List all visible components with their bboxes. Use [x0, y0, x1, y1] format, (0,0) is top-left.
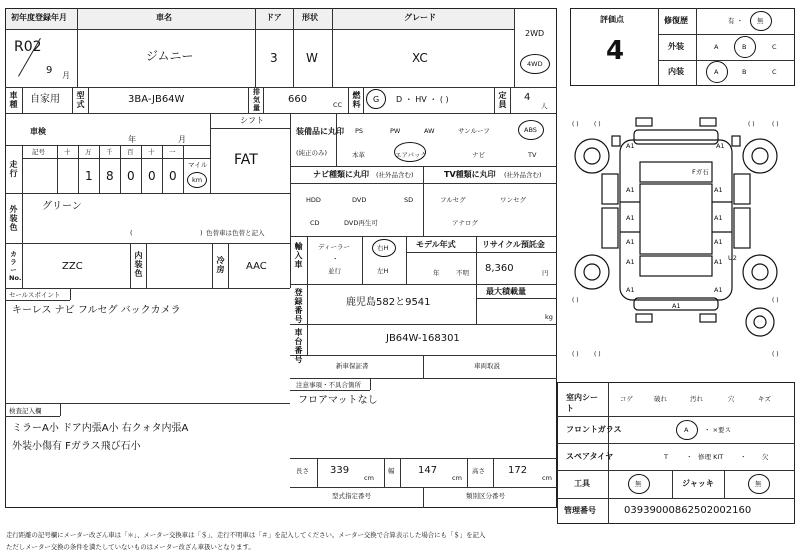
- svg-text:( ): ( ): [772, 121, 779, 128]
- sales-point-label: セールスポイント: [9, 291, 61, 299]
- ext-color-note-close: ): [200, 229, 203, 237]
- digit-label-1: 十: [64, 148, 71, 156]
- designation-label: 型式指定番号: [332, 492, 371, 500]
- shift-value: FAT: [234, 152, 258, 168]
- sales-point-text: キーレス ナビ フルセグ バックカメラ: [12, 305, 181, 316]
- interior-b: B: [742, 68, 747, 76]
- length-value: 339: [330, 465, 350, 476]
- svg-text:( ): ( ): [572, 297, 579, 304]
- equip-pw: PW: [390, 127, 401, 135]
- registration-value: 鹿児島582と9541: [346, 297, 431, 308]
- windshield-label: フロントガラス: [566, 425, 622, 434]
- spare-dot-1: ・: [686, 453, 693, 461]
- spare-t: T: [664, 453, 668, 461]
- mark-2: A1: [716, 142, 725, 150]
- fuel-g: G: [373, 95, 380, 104]
- management-value: 03939000862502002160: [624, 505, 752, 516]
- navi-label: ナビ種類に丸印: [313, 170, 369, 179]
- tv-analog: アナログ: [452, 219, 478, 227]
- height-unit: cm: [542, 474, 552, 482]
- mark-10: A1: [714, 258, 723, 266]
- mileage-digit-4: 0: [127, 169, 135, 183]
- diagram-note: Fガ石: [692, 168, 709, 176]
- fuel-label: 燃料: [352, 91, 361, 109]
- usage-value: 自家用: [30, 94, 60, 105]
- mileage-digit-6: 0: [169, 169, 177, 183]
- ac-label: 冷房: [216, 256, 225, 274]
- jack-label: ジャッキ: [682, 479, 714, 488]
- spare-missing: 欠: [762, 453, 769, 461]
- inspector-line1: ミラーA小 ドア内張A小 右クォタ内張A: [12, 423, 189, 434]
- cc-unit: CC: [333, 101, 343, 109]
- mileage-digit-3: 8: [106, 169, 114, 183]
- interior-label: 内装: [668, 67, 684, 76]
- mark-8: A1: [714, 238, 723, 246]
- usage-label: 車種: [9, 91, 18, 109]
- svg-text:( ): ( ): [772, 297, 779, 304]
- repair-label: 修復歴: [664, 16, 688, 25]
- tv-fullseg: フルセグ: [440, 196, 466, 204]
- max-load-unit: kg: [545, 313, 553, 321]
- tools-label: 工具: [574, 479, 590, 488]
- grade-value: XC: [412, 51, 428, 65]
- mileage-label: 走行: [9, 160, 18, 178]
- equip-leather: 本革: [352, 151, 365, 159]
- tv-oneseg: ワンセグ: [500, 196, 526, 204]
- import-dealer: ディーラー: [318, 243, 350, 251]
- mark-7: A1: [626, 238, 635, 246]
- mark-6: A1: [714, 214, 723, 222]
- equip-navi: ナビ: [472, 151, 485, 159]
- digit-label-2: 万: [85, 148, 92, 156]
- mileage-digit-5: 0: [148, 169, 156, 183]
- tools-value: 無: [635, 480, 642, 488]
- mileage-digit-2: 1: [85, 169, 93, 183]
- recycle-label: リサイクル預託金: [482, 240, 545, 249]
- notes-label: 注意事項・不具合箇所: [296, 381, 361, 389]
- equip-airbag: エアバック: [395, 151, 427, 159]
- tv-label: TV種類に丸印: [444, 170, 496, 179]
- color-no-value: ZZC: [62, 261, 83, 272]
- width-value: 147: [418, 465, 438, 476]
- exterior-b: B: [742, 43, 747, 51]
- length-unit: cm: [364, 474, 374, 482]
- seat-tear: 破れ: [654, 395, 667, 403]
- equipment-label: 装備品に丸印: [296, 127, 344, 136]
- ext-color-note-open: (: [130, 229, 133, 237]
- seat-label: 室内シート: [566, 393, 598, 413]
- equip-aw: AW: [424, 127, 435, 135]
- recycle-value: 8,360: [485, 263, 514, 274]
- equip-sunroof: サンルーフ: [458, 127, 490, 135]
- mark-3: A1: [626, 186, 635, 194]
- color-no-label: カラーNo.: [9, 250, 22, 282]
- digit-label-5: 十: [148, 148, 155, 156]
- navi-hdd: HDD: [306, 196, 321, 204]
- warranty-manual: 車両取説: [474, 362, 500, 370]
- navi-dvd: DVD: [352, 196, 367, 204]
- jack-value: 無: [755, 480, 762, 488]
- category-label: 類別区分番号: [466, 492, 505, 500]
- footer-line1: 走行距離の記号欄にメーター改ざん車は「＊」、メーター交換車は「＄」、走行不明車は「＃」を記入してください。メーター交換で合算表示した場合にも「＄」を記入: [6, 531, 486, 539]
- ext-color-value: グリーン: [42, 201, 82, 212]
- inspector-line2: 外装小傷有 Fガラス飛び石小: [12, 441, 141, 452]
- model-year-unknown: 不明: [456, 269, 469, 277]
- shape-value: W: [306, 51, 318, 65]
- import-parallel: 並行: [328, 267, 341, 275]
- interior-a: A: [714, 68, 719, 76]
- svg-text:( ): ( ): [594, 121, 601, 128]
- repair-value: 有 ・: [728, 17, 744, 25]
- car-name-label: 車名: [156, 13, 172, 22]
- chassis-value: JB64W-168301: [386, 333, 460, 344]
- car-name: ジムニー: [146, 49, 194, 63]
- digit-label-6: 一: [169, 148, 176, 156]
- notes-text: フロアマットなし: [298, 395, 378, 406]
- int-color-label: 内装色: [134, 251, 143, 278]
- seat-dirt: 汚れ: [690, 395, 703, 403]
- navi-sub: (社外品含む): [376, 171, 414, 179]
- interior-c: C: [772, 68, 777, 76]
- capacity-value: 4: [524, 92, 531, 103]
- mark-13: A1: [714, 286, 723, 294]
- exterior-c: C: [772, 43, 777, 51]
- tv-sub: (社外品含む): [504, 171, 542, 179]
- displacement-label: 排気量: [253, 88, 260, 112]
- svg-text:( ): ( ): [748, 121, 755, 128]
- equipment-sub: (純正のみ): [296, 149, 328, 157]
- digit-label-3: 千: [106, 148, 113, 156]
- windshield-rest: ・ ×要ス: [704, 426, 732, 434]
- registration-label: 登録番号: [294, 288, 303, 324]
- height-label: 高さ: [472, 467, 485, 475]
- drive-4wd: 4WD: [527, 60, 543, 68]
- model-label: 型式: [76, 91, 85, 109]
- import-label: 輸入車: [294, 242, 303, 269]
- chassis-label: 車台番号: [294, 328, 303, 364]
- shape-label: 形状: [302, 13, 318, 22]
- equip-tv: TV: [528, 151, 537, 159]
- seat-burn: コゲ: [620, 395, 633, 403]
- equip-abs: ABS: [524, 126, 537, 134]
- model-year-label: モデル年式: [416, 240, 456, 249]
- import-right-h: 右H: [377, 244, 389, 252]
- svg-text:( ): ( ): [772, 351, 779, 358]
- windshield-a: A: [684, 426, 689, 434]
- management-label: 管理番号: [564, 506, 596, 515]
- seat-hole: 穴: [728, 395, 735, 403]
- footer-line2: ただしメーター交換の条件を満たしていないものはメーター改ざん車扱いとなります。: [6, 543, 255, 551]
- import-left-h: 左H: [377, 267, 389, 275]
- km-label: km: [192, 176, 203, 184]
- width-unit: cm: [452, 474, 462, 482]
- first-reg-label: 初年度登録年月: [11, 13, 67, 22]
- grade-label: グレード: [404, 13, 436, 22]
- ext-color-label: 外装色: [9, 205, 18, 232]
- repair-none: 無: [757, 17, 764, 25]
- svg-text:( ): ( ): [572, 351, 579, 358]
- exterior-label: 外装: [668, 42, 684, 51]
- score-value: 4: [606, 36, 625, 66]
- mark-1: A1: [626, 142, 635, 150]
- ext-color-note: 色替車は色替と記入: [206, 229, 265, 237]
- svg-text:( ): ( ): [572, 121, 579, 128]
- era-year: R02: [14, 39, 42, 55]
- equip-ps: PS: [355, 127, 364, 135]
- digit-label-4: 百: [127, 148, 134, 156]
- shaken-year-unit: 年: [128, 135, 136, 144]
- spare-label: スペアタイヤ: [566, 452, 614, 461]
- length-label: 長さ: [296, 467, 309, 475]
- mark-12: A1: [626, 286, 635, 294]
- model-value: 3BA-JB64W: [128, 94, 185, 105]
- mile-label: マイル: [188, 161, 208, 169]
- fuel-options: D ・ HV ・ ( ): [396, 95, 449, 104]
- spare-dot-2: ・: [740, 453, 747, 461]
- capacity-label: 定員: [498, 91, 507, 109]
- warranty-new-car: 新車保証書: [336, 362, 369, 370]
- inspector-label: 検査記入欄: [9, 407, 42, 415]
- model-year-unit: 年: [433, 269, 440, 277]
- score-label: 評価点: [600, 15, 624, 24]
- doors-label: ドア: [266, 13, 282, 22]
- mark-14: A1: [672, 302, 681, 310]
- capacity-unit: 人: [541, 102, 548, 110]
- mark-11: U2: [728, 254, 737, 262]
- seat-scratch: キズ: [758, 395, 771, 403]
- car-condition-diagram: [564, 112, 796, 382]
- exterior-a: A: [714, 43, 719, 51]
- shaken-label: 車検: [30, 127, 46, 136]
- navi-sd: SD: [404, 196, 414, 204]
- width-label: 幅: [388, 467, 395, 475]
- ac-value: AAC: [246, 261, 267, 272]
- mark-5: A1: [626, 214, 635, 222]
- recycle-unit: 円: [542, 269, 549, 277]
- height-value: 172: [508, 465, 528, 476]
- navi-dvd-play: DVD再生可: [344, 219, 378, 227]
- import-dot: ・: [332, 255, 339, 263]
- displacement-value: 660: [288, 94, 308, 105]
- spare-kit: 修理 KIT: [698, 453, 724, 461]
- max-load-label: 最大積載量: [486, 287, 526, 296]
- shaken-month-unit: 月: [178, 135, 186, 144]
- shift-label: シフト: [240, 116, 264, 125]
- mark-9: A1: [626, 258, 635, 266]
- mileage-symbol-label: 記号: [32, 148, 45, 156]
- drive-2wd: 2WD: [525, 29, 545, 38]
- doors-value: 3: [270, 51, 278, 65]
- mark-4: A1: [714, 186, 723, 194]
- navi-cd: CD: [310, 219, 320, 227]
- month-unit: 月: [62, 71, 70, 80]
- first-reg-month: 9: [46, 65, 53, 76]
- svg-text:( ): ( ): [594, 351, 601, 358]
